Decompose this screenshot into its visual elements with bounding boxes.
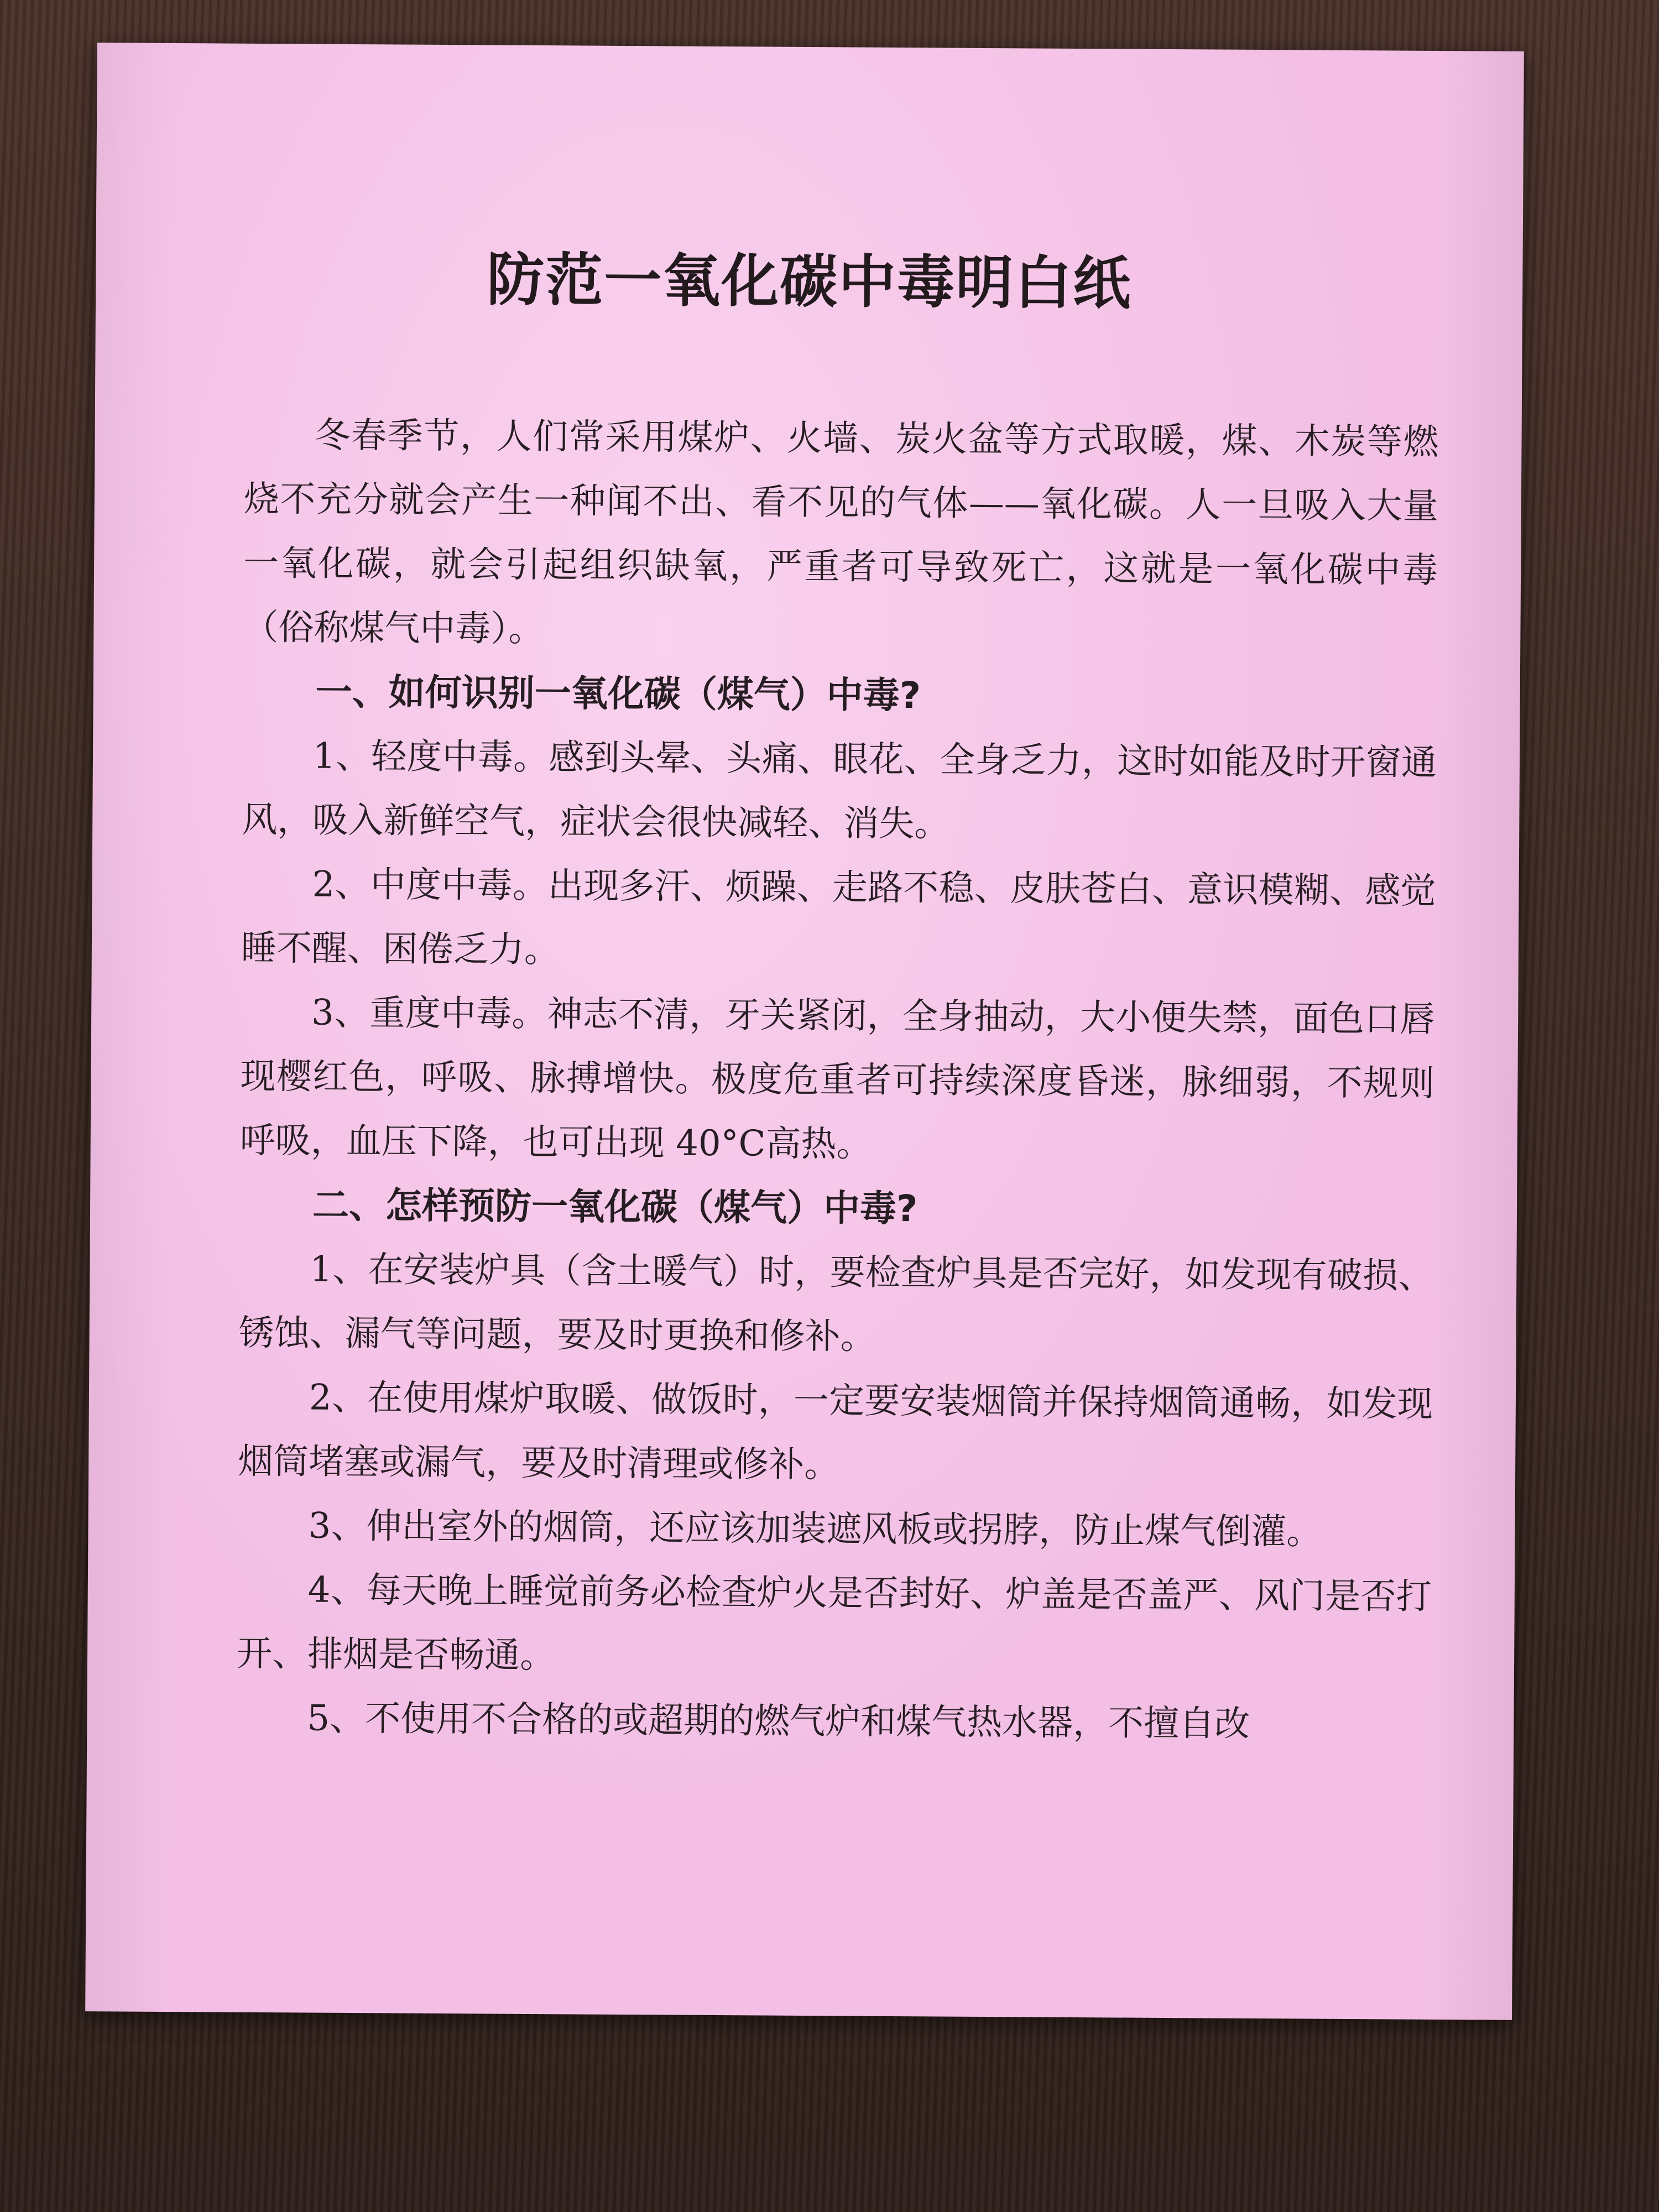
section-1-item-1: 1、轻度中毒。感到头晕、头痛、眼花、全身乏力，这时如能及时开窗通风，吸入新鲜空气，症状会很快减轻、消失。 [242, 735, 1437, 845]
section-2-item-2: 2、在使用煤炉取暖、做饭时，一定要安装烟筒并保持烟筒通畅，如发现烟筒堵塞或漏气，要及时清理或修补。 [238, 1377, 1433, 1486]
document-title: 防范一氧化碳中毒明白纸 [486, 246, 1132, 317]
document-body [236, 403, 1439, 1757]
section-2-item-4: 4、每天晚上睡觉前务必检查炉火是否封好、炉盖是否盖严、风门是否打开、排烟是否畅通。 [236, 1569, 1432, 1677]
section-2-item-5: 5、不使用不合格的或超期的燃气炉和煤气热水器，不擅自改 [307, 1698, 1250, 1745]
section-2-item-3: 3、伸出室外的烟筒，还应该加装遮风板或拐脖，防止煤气倒灌。 [308, 1505, 1322, 1553]
section-1-item-3: 3、重度中毒。神志不清，牙关紧闭，全身抽动，大小便失禁，面色口唇现樱红色，呼吸、脉搏增快。极度危重者可持续深度昏迷，脉细弱，不规则呼吸，血压下降，也可出现 40°C高热。 [239, 992, 1436, 1165]
section-2-heading: 二、怎样预防一氧化碳（煤气）中毒? [312, 1183, 918, 1230]
intro-paragraph: 冬春季节，人们常采用煤炉、火墙、炭火盆等方式取暖，煤、木炭等燃烧不充分就会产生一种闻不出、看不见的气体——氧化碳。人一旦吸入大量一氧化碳，就会引起组织缺氧，严重者可导致死亡，这就是一氧化碳中毒（俗称煤气中毒）。 [243, 415, 1439, 650]
section-1-heading: 一、如何识别一氧化碳（煤气）中毒? [315, 670, 921, 717]
notice-paper [85, 43, 1524, 2020]
section-1-item-2: 2、中度中毒。出现多汗、烦躁、走路不稳、皮肤苍白、意识模糊、感觉睡不醒、困倦乏力。 [241, 864, 1436, 971]
section-2-item-1: 1、在安装炉具（含土暖气）时，要检查炉具是否完好，如发现有破损、锈蚀、漏气等问题，要及时更换和修补。 [238, 1249, 1434, 1358]
